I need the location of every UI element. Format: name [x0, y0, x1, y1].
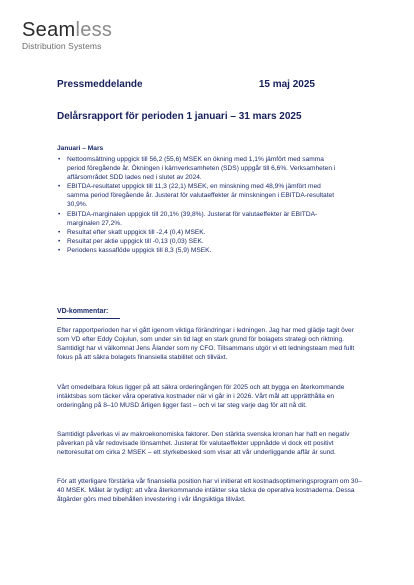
bullet-icon: • [58, 246, 61, 254]
list-item-text: Periodens kassaflöde uppgick till 8,3 (5,9) MSEK. [67, 246, 212, 254]
list-item [57, 246, 337, 255]
logo-wordmark-part2: less [75, 19, 113, 41]
press-release-label: Pressmeddelande [57, 79, 143, 90]
logo-wordmark [22, 20, 112, 40]
highlights-list [57, 155, 337, 255]
list-item [57, 237, 337, 246]
list-item [57, 228, 337, 237]
bullet-icon: • [58, 237, 61, 245]
vd-paragraph: För att ytterligare förstärka vår finansiella position har vi initierat ett kostnadsoptimeringsprogram om 30–40 MSEK. Målet är tydligt: att våra återkommande intäkter ska täcka de operativa kostnaderna. Dessa åtgärder görs med bibehållen investering i vår långsiktiga tillväxt. [57, 478, 362, 504]
list-item-text: Resultat per aktie uppgick till -0,13 (0,03) SEK. [67, 237, 204, 245]
vd-paragraph: Efter rapportperioden har vi gått igenom viktiga förändringar i ledningen. Jag har med glädje tagit över som VD efter Eddy Cojulun, som under sin tid lagt en stark grund för bolagets strategi och riktning. Samtidigt har vi välkomnat Jens Ålander som ny CFO. Tillsammans utgör vi ett ledningsteam med fullt fokus på att säkra bolagets finansiella stabilitet och tillväxt. [57, 327, 355, 362]
company-logo [22, 20, 112, 51]
logo-subtitle: Distribution Systems [22, 41, 102, 51]
list-item [57, 155, 337, 182]
list-item-text: EBITDA-resultatet uppgick till 11,3 (22,1) MSEK, en minskning med 48,9% jämfört med samma period föregående år. Justerat för valutaeffekter är minskningen i EBITDA-resultatet 30,9%. [67, 183, 335, 209]
vd-paragraph: Samtidigt påverkas vi av makroekonomiska faktorer. Den stärkta svenska kronan har haft en negativ påverkan på vår redovisade lönsamhet. Justerat för valutaeffekter uppnådde vi dock ett positivt nettoresultat om cirka 2 MSEK – ett styrkebesked som visar att vår underliggande affär är sund. [57, 431, 350, 457]
bullet-icon: • [58, 183, 61, 191]
list-item-text: Resultat efter skatt uppgick till -2,4 (0,4) MSEK. [67, 228, 206, 236]
bullet-icon: • [58, 156, 61, 163]
list-item [57, 210, 337, 228]
release-date: 15 maj 2025 [258, 79, 315, 90]
period-heading: Januari – Mars [57, 145, 104, 152]
bullet-icon: • [58, 210, 61, 218]
list-item-text: EBITDA-marginalen uppgick till 20,1% (39,8%). Justerat för valutaeffekter är EBITDA-marginalen 27,2%. [67, 210, 318, 227]
bullet-icon: • [58, 228, 61, 236]
logo-wordmark-part1: Seam [22, 19, 76, 41]
heading-underline [57, 318, 120, 319]
list-item [57, 182, 337, 209]
report-title: Delårsrapport för perioden 1 januari – 31 mars 2025 [57, 111, 302, 122]
vd-comment-heading: VD-kommentar: [57, 308, 109, 315]
press-header [57, 79, 315, 90]
list-item-text: Nettoomsättning uppgick till 56,2 (55,6) MSEK en ökning med 1,1% jämfört med samma period föregående år. Ökningen i kärnverksamheten (SDS) uppgår till 6,6%. Verksamheten i affärsområdet SDD lades ned i slutet av 2024. [67, 156, 336, 182]
vd-paragraph: Vårt omedelbara fokus ligger på att säkra orderingången för 2025 och att bygga en återkommande intäktsbas som täcker våra operativa kostnader när vi går in i 2026. Vårt mål att upprätthålla en orderingång på 8–10 MUSD årligen ligger fast – och vi tar steg varje dag för att nå dit. [57, 384, 345, 410]
